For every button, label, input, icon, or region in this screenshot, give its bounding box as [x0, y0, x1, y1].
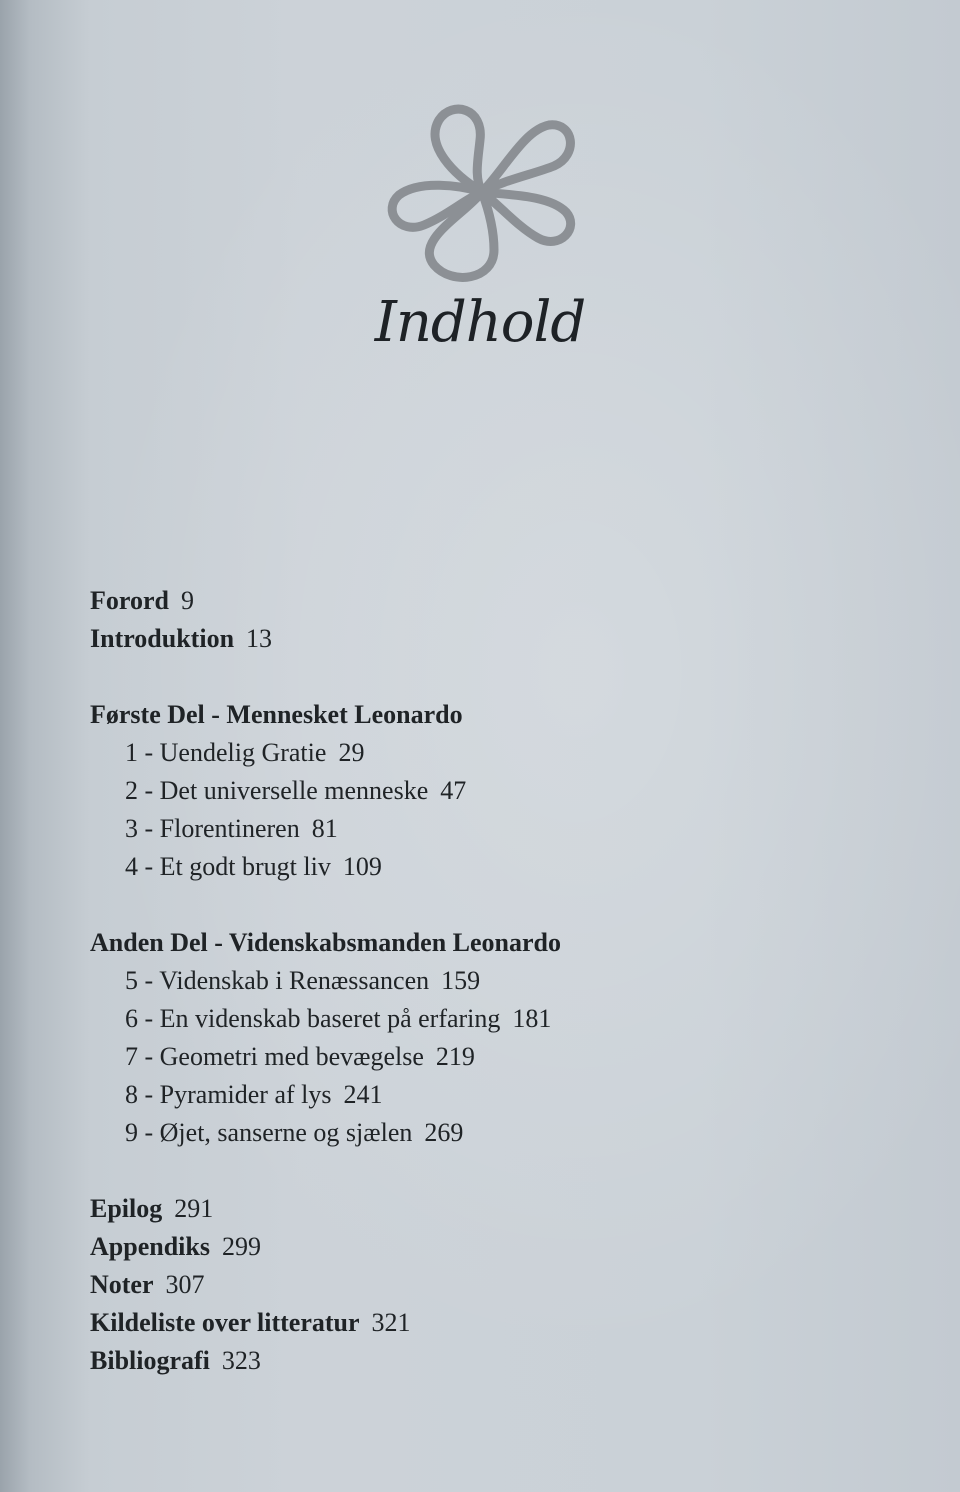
toc-chapter-entry	[90, 1076, 910, 1114]
toc-chapter-entry	[90, 1114, 910, 1152]
toc-chapter-entry	[90, 1000, 910, 1038]
toc-page-number: 241	[343, 1080, 383, 1109]
toc-page-number: 307	[165, 1270, 205, 1299]
toc-entry-label: 6 - En videnskab baseret på erfaring	[125, 1004, 501, 1033]
toc-chapter-entry	[90, 962, 910, 1000]
toc-page-number: 299	[221, 1232, 261, 1261]
toc-section-entry	[90, 620, 910, 658]
toc-entry-label: 8 - Pyramider af lys	[125, 1080, 332, 1109]
page-title: Indhold	[374, 290, 586, 355]
section-spacer	[90, 1152, 910, 1190]
toc-page-number: 323	[221, 1346, 261, 1375]
quatrefoil-loop-ornament-icon	[384, 100, 580, 284]
toc-entry-label: Forord	[90, 586, 169, 615]
toc-entry-label: Appendiks	[90, 1232, 210, 1261]
toc-section-entry	[90, 696, 910, 734]
toc-entry-label: 5 - Videnskab i Renæssancen	[125, 966, 430, 995]
toc-page-number: 159	[441, 966, 481, 995]
table-of-contents	[90, 582, 910, 1380]
toc-entry-label: Kildeliste over litteratur	[90, 1308, 360, 1337]
toc-chapter-entry	[90, 1038, 910, 1076]
toc-page-number: 321	[371, 1308, 411, 1337]
toc-page-number: 47	[440, 776, 467, 805]
toc-entry-label: 7 - Geometri med bevægelse	[125, 1042, 424, 1071]
toc-section-entry	[90, 1190, 910, 1228]
toc-page-number: 81	[311, 814, 338, 843]
toc-chapter-entry	[90, 848, 910, 886]
toc-chapter-entry	[90, 734, 910, 772]
toc-page-number: 269	[424, 1118, 464, 1147]
toc-entry-label: Introduktion	[90, 624, 235, 653]
toc-entry-label: Bibliografi	[90, 1346, 210, 1375]
toc-section-entry	[90, 1342, 910, 1380]
toc-entry-label: 3 - Florentineren	[125, 814, 300, 843]
toc-page-number: 29	[338, 738, 365, 767]
toc-entry-label: Anden Del - Videnskabsmanden Leonardo	[90, 928, 561, 957]
toc-entry-label: Første Del - Mennesket Leonardo	[90, 700, 463, 729]
toc-page-number: 13	[246, 624, 273, 653]
toc-page-number: 9	[180, 586, 194, 615]
toc-entry-label: 4 - Et godt brugt liv	[125, 852, 331, 881]
toc-chapter-entry	[90, 772, 910, 810]
toc-page-number: 291	[174, 1194, 214, 1223]
toc-entry-label: 9 - Øjet, sanserne og sjælen	[125, 1118, 413, 1147]
toc-entry-label: Epilog	[90, 1194, 163, 1223]
toc-entry-label: 2 - Det universelle menneske	[125, 776, 429, 805]
toc-chapter-entry	[90, 810, 910, 848]
toc-entry-label: 1 - Uendelig Gratie	[125, 738, 327, 767]
toc-page-number: 219	[435, 1042, 475, 1071]
toc-section-entry	[90, 1228, 910, 1266]
section-spacer	[90, 886, 910, 924]
toc-page-number: 181	[512, 1004, 552, 1033]
toc-entry-label: Noter	[90, 1270, 154, 1299]
toc-page-number: 109	[342, 852, 382, 881]
toc-section-entry	[90, 582, 910, 620]
toc-section-entry	[90, 1266, 910, 1304]
toc-section-entry	[90, 924, 910, 962]
section-spacer	[90, 658, 910, 696]
toc-section-entry	[90, 1304, 910, 1342]
